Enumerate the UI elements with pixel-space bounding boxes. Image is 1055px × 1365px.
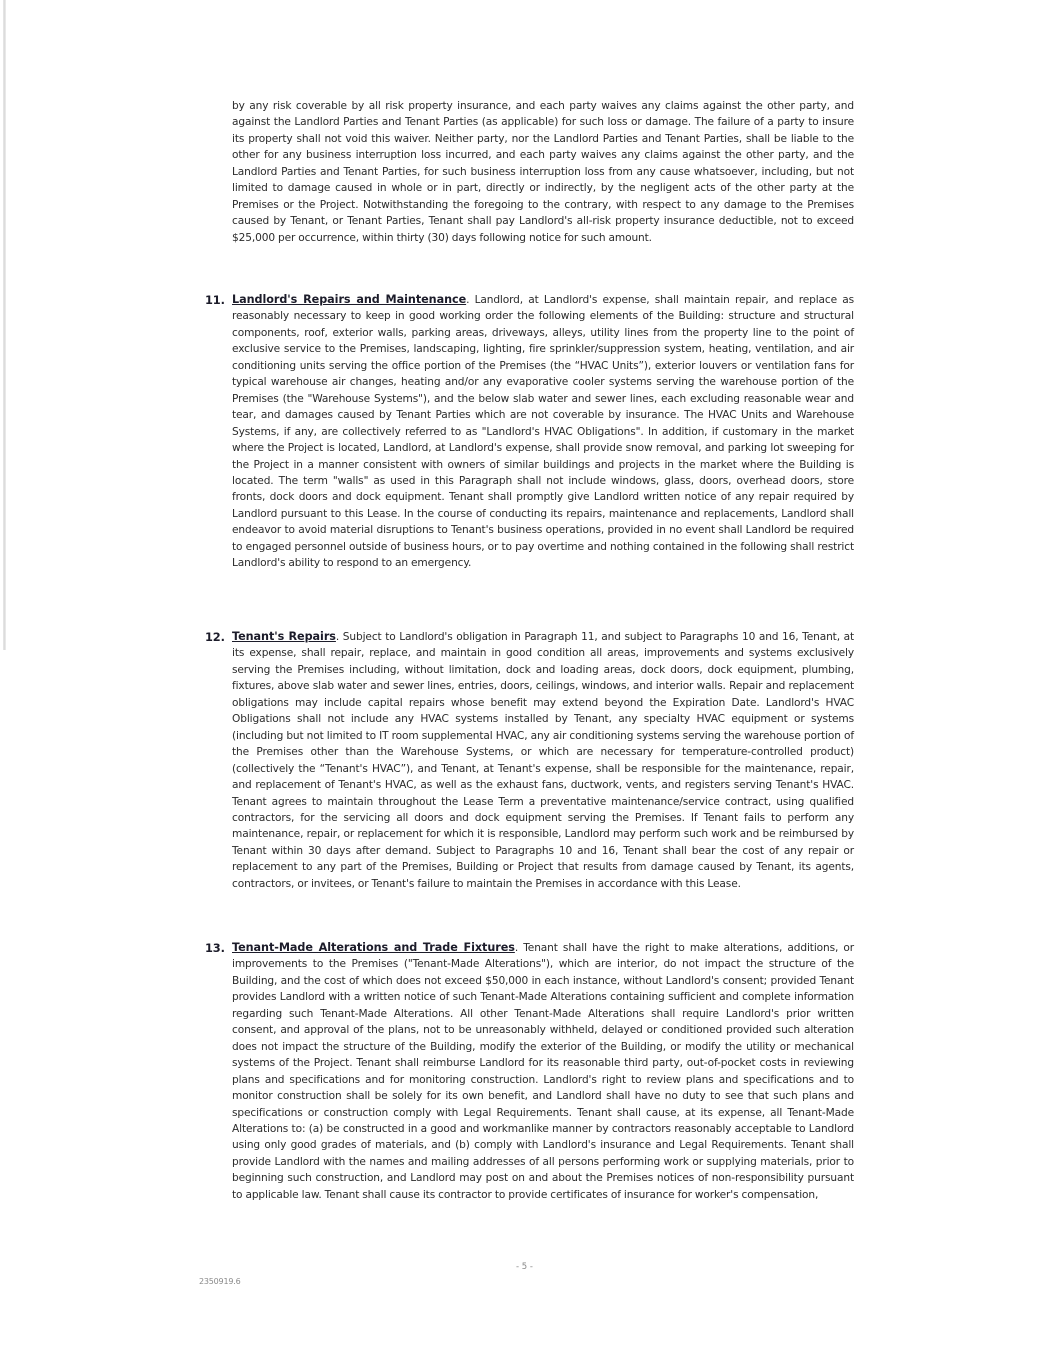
section-heading: Landlord's Repairs and Maintenance — [232, 293, 467, 306]
section-heading: Tenant's Repairs — [232, 630, 336, 643]
section-heading-punct: . — [514, 942, 519, 954]
section-heading-punct: . — [466, 294, 470, 306]
section-body — [232, 629, 854, 892]
section-11 — [205, 292, 854, 572]
document-id: 2350919.6 — [199, 1277, 241, 1286]
page-number: - 5 - — [516, 1262, 533, 1272]
section-body — [232, 292, 854, 572]
section-text: Landlord, at Landlord's expense, shall maintain repair, and replace as reasonably necessary to keep in good working order the following elements of the Building: structure and structural components, roof, exterior walls, parking areas, driveways, alleys, utility lines from the property line to the point of exclusive service to the Premises, landscaping, lighting, fire sprinkler/suppression system, heating, ventilation, and air conditioning units serving the office portion of the Premises (the “HVAC Units”), exterior louvers or ventilation fans for typical warehouse air changes, heating and/or any evaporative cooler systems serving the warehouse portion of the Premises (the "Warehouse Systems"), and the below slab water and sewer lines, each excluding reasonable wear and tear, and damages caused by Tenant Parties which are not coverable by insurance. The HVAC Units and Warehouse Systems, if any, are collectively referred to as "Landlord's HVAC Obligations". In addition, if customary in the market where the Project is located, Landlord, at Landlord's expense, shall provide snow removal, and parking lot sweeping for the Project in a manner consistent with owners of similar buildings and projects in the market where the Building is located. The term "walls" as used in this Paragraph shall not include windows, glass, doors, overhead doors, store fronts, dock doors and dock equipment. Tenant shall promptly give Landlord written notice of any repair required by Landlord pursuant to this Lease. In the course of conducting its repairs, maintenance and replacements, Landlord shall endeavor to avoid material disruptions to Tenant's business operations, provided in no event shall Landlord be required to engaged personnel outside of business hours, or to pay overtime and nothing contained in the following shall restrict Landlord's ability to respond to an emergency. — [232, 294, 854, 570]
section-13 — [205, 940, 854, 1203]
section-12 — [205, 629, 854, 892]
section-number: 13. — [205, 941, 225, 955]
section-text: Subject to Landlord's obligation in Paragraph 11, and subject to Paragraphs 10 and 16, Tenant, at its expense, shall repair, replace, and maintain in good condition all areas, improvements and systems exclusively serving the Premises including, without limitation, dock and loading areas, dock doors, dock equipment, plumbing, fixtures, above slab water and sewer lines, entries, doors, ceilings, windows, and interior walls. Repair and replacement obligations may include capital repairs whose benefit may extend beyond the Expiration Date. Landlord's HVAC Obligations shall not include any HVAC systems installed by Tenant, any specialty HVAC equipment or systems (including but not limited to IT room supplemental HVAC, any air conditioning systems serving the warehouse portion of the Premises other than the Warehouse Systems, or which are necessary for temperature-controlled product)(collectively the “Tenant's HVAC”), and Tenant, at Tenant's expense, shall be responsible for the maintenance, repair, and replacement of Tenant's HVAC, as well as the exhaust fans, ductwork, vents, and registers serving Tenant's HVAC. Tenant agrees to maintain throughout the Lease Term a preventative maintenance/service contract, using qualified contractors, for the servicing all doors and dock equipment serving the Premises. If Tenant fails to perform any maintenance, repair, or replacement for which it is responsible, Landlord may perform such work and be reimbursed by Tenant within 30 days after demand. Subject to Paragraphs 10 and 16, Tenant shall bear the cost of any repair or replacement to any part of the Premises, Building or Project that results from damage caused by Tenant, its agents, contractors, or invitees, or Tenant's failure to maintain the Premises in accordance with this Lease. — [232, 631, 854, 890]
section-number: 11. — [205, 293, 225, 307]
section-body — [232, 940, 854, 1203]
section-number: 12. — [205, 630, 225, 644]
section-text: Tenant shall have the right to make alterations, additions, or improvements to the Premises ("Tenant-Made Alterations"), which are interior, do not impact the structure of the Building, and the cost of which does not exceed $50,000 in each instance, without Landlord's consent; provided Tenant provides Landlord with a written notice of such Tenant-Made Alterations containing sufficient and complete information regarding such Tenant-Made Alterations. All other Tenant-Made Alterations shall require Landlord's prior written consent, and approval of the plans, not to be unreasonably withheld, delayed or conditioned provided such alteration does not impact the structure of the Building, modify the exterior of the Building, or modify the utility or mechanical systems of the Project. Tenant shall reimburse Landlord for its reasonable third party, out-of-pocket costs in reviewing plans and specifications and for monitoring construction. Landlord's right to review plans and specifications and to monitor construction shall be solely for its own benefit, and Landlord shall have no duty to see that such plans and specifications or construction comply with Legal Requirements. Tenant shall cause, at its expense, all Tenant-Made Alterations to: (a) be constructed in a good and workmanlike manner by contractors reasonably acceptable to Landlord using only good grades of materials, and (b) comply with Landlord's insurance and Legal Requirements. Tenant shall provide Landlord with the names and mailing addresses of all persons performing work or supplying materials, prior to beginning such construction, and Landlord may post on and about the Premises notices of non-responsibility pursuant to applicable law. Tenant shall cause its contractor to provide certificates of insurance for worker's compensation, — [232, 942, 854, 1201]
section-heading: Tenant-Made Alterations and Trade Fixtures — [232, 941, 515, 954]
section-heading-punct: . — [335, 631, 340, 643]
continued-paragraph: by any risk coverable by all risk property insurance, and each party waives any claims against the other party, and against the Landlord Parties and Tenant Parties (as applicable) for such loss or damage. The failure of a party to insure its property shall not void this waiver. Neither party, nor the Landlord Parties and Tenant Parties, shall be liable to the other for any business interruption loss incurred, and each party waives any claims against the other party, and the Landlord Parties and Tenant Parties, for such business interruption loss from any cause whatsoever, including, but not limited to damage caused in whole or in part, directly or indirectly, by the negligent acts of the other party at the Premises or the Project. Notwithstanding the foregoing to the contrary, with respect to any damage to the Premises caused by Tenant, or Tenant Parties, Tenant shall pay Landlord's all-risk property insurance deductible, not to exceed $25,000 per occurrence, within thirty (30) days following notice for such amount. — [232, 100, 854, 244]
